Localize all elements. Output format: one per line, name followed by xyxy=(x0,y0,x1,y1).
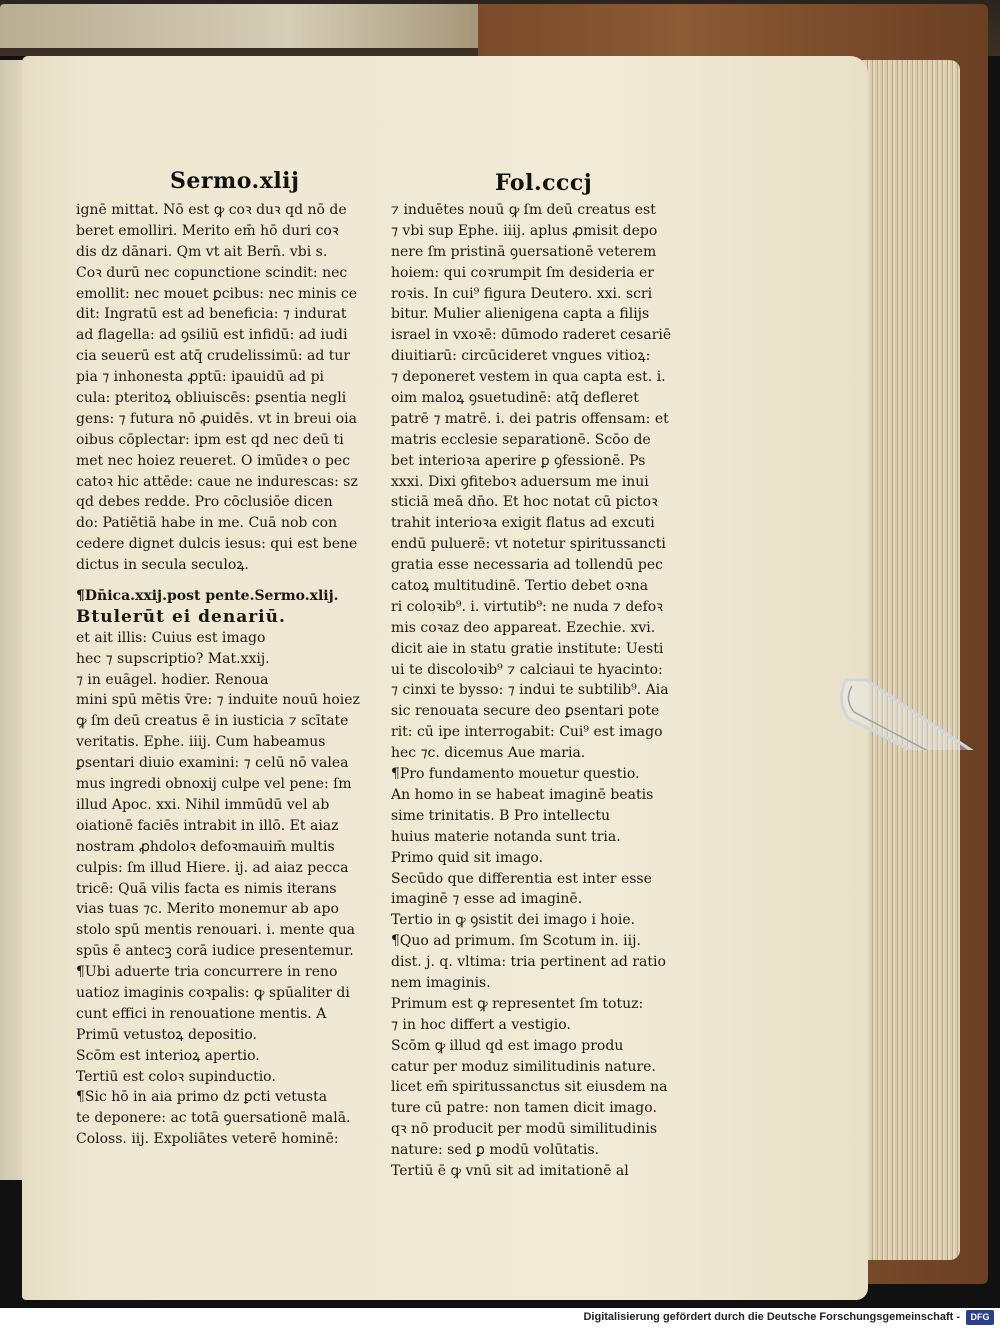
right-column-line: ¶Pro fundamento mouetur questio. xyxy=(391,766,640,783)
tweezer-holder xyxy=(836,660,1000,750)
right-column-line: sic renouata secure deo ꝑsentari pote xyxy=(391,703,660,720)
right-column-line: bet interioꝛa aperire ꝑ ꝯfessionē. Ps xyxy=(391,452,646,469)
left-column-line: ¶Sic hō in aia primo dz ꝑcti vetusta xyxy=(76,1089,328,1106)
right-column-line: catur per moduz similitudinis nature. xyxy=(391,1058,656,1075)
right-column-line: catoꝝ multitudinē. Tertio debet oꝛna xyxy=(391,578,649,595)
right-column-line: ⁊ vbi sup Ephe. iiij. aplus ꝓmisit depo xyxy=(391,222,658,239)
text-column-left xyxy=(76,200,384,1150)
left-column-line: tricē: Quā vilis facta es nimis iterans xyxy=(76,880,337,897)
left-column-line: ⁊ in euāgel. hodier. Renoua xyxy=(76,671,269,688)
right-column-line: ⁊ in hoc differt a vestigio. xyxy=(391,1016,571,1033)
right-column-line: roꝛis. In cui⁹ figura Deutero. xxi. scri xyxy=(391,285,653,302)
right-column-line: nem imaginis. xyxy=(391,974,491,991)
left-column-line: do: Patiētiā habe in me. Cuā nob con xyxy=(76,515,338,532)
left-column-line: cula: pteritoꝝ obliuiscēs: ꝑsentia negli xyxy=(76,390,347,407)
right-column-line: nature: sed ꝑ modū volūtatis. xyxy=(391,1142,600,1159)
right-column-line: ¶Quo ad primum. ſm Scotum in. iij. xyxy=(391,933,641,950)
right-column-line: nere ſm pristinā ꝯuersationē veterem xyxy=(391,243,657,260)
right-column-line: qꝛ nō producit per modū similitudinis xyxy=(391,1121,658,1138)
left-column-line: culpis: ſm illud Hiere. ij. ad aiaz pecca xyxy=(76,859,349,876)
left-column-line xyxy=(76,576,384,586)
right-column-line: licet em̄ spiritussanctus sit eiusdem na xyxy=(391,1079,668,1096)
right-column-line: ui te discoloꝛib⁹ ⁊ calciaui te hyacinto: xyxy=(391,661,663,678)
left-column-line: oibus cōplectar: ipm est qd nec deū ti xyxy=(76,431,344,448)
right-column-line: Primum est ꝙ representet ſm totuz: xyxy=(391,995,644,1012)
left-column-line: pia ⁊ inhonesta ꝓptū: ipauidū ad pi xyxy=(76,369,325,386)
left-column-line: qd debes redde. Pro cōclusiōe dicen xyxy=(76,494,333,511)
left-column-line: vias tuas ⁊c. Merito monemur ab apo xyxy=(76,901,339,918)
left-column-line: Coꝛ durū nec copunctione scindit: nec xyxy=(76,264,348,281)
footer-credit: Digitalisierung gefördert durch die Deutsche Forschungsgemeinschaft - xyxy=(583,1311,960,1323)
left-column-line: spūs ē antecꝫ corā iudice presentemur. xyxy=(76,943,354,960)
right-column-line: rit: cū ipe interrogabit: Cui⁹ est imago xyxy=(391,724,663,741)
right-column-line: Secūdo que differentia est inter esse xyxy=(391,870,652,887)
left-column-line: Btulerūt ei denariū. xyxy=(76,606,286,627)
right-column-line: Scōm ꝙ illud qd est imago produ xyxy=(391,1037,624,1054)
left-column-line: dit: Ingratū est ad beneficia: ⁊ indurat xyxy=(76,306,347,323)
right-column-line: patrē ⁊ matrē. i. dei patris offensam: et xyxy=(391,410,669,427)
right-column-line: endū puluerē: vt notetur spiritussancti xyxy=(391,536,666,553)
right-column-line: ture cū patre: non tamen dicit imago. xyxy=(391,1100,657,1117)
left-column-line: dictus in secula seculoꝝ. xyxy=(76,557,249,574)
left-column-line: ¶Dn̄ica.xxij.post pente.Sermo.xlij. xyxy=(76,588,339,605)
right-column-line: gratia esse necessaria ad tollendū pec xyxy=(391,557,663,574)
left-column-line: dis dz dānari. Qm vt ait Bern̄. vbi s. xyxy=(76,243,328,260)
right-column-line: hec ⁊c. dicemus Aue maria. xyxy=(391,745,586,762)
left-column-line: beret emolliri. Merito em̄ hō duri coꝛ xyxy=(76,222,339,239)
book-spine-top xyxy=(0,4,480,48)
left-column-line: mus ingredi obnoxij culpe vel pene: ſm xyxy=(76,776,352,793)
left-column-line: veritatis. Ephe. iiij. Cum habeamus xyxy=(76,734,326,751)
right-column-line: dist. j. q. vltima: tria pertinent ad ratio xyxy=(391,954,666,971)
left-column-line: illud Apoc. xxi. Nihil immūdū vel ab xyxy=(76,796,330,813)
left-column-line: ¶Ubi aduerte tria concurrere in reno xyxy=(76,964,338,981)
left-column-line: Primū vetustoꝝ depositio. xyxy=(76,1026,257,1043)
right-column-line: hoiem: qui coꝛrumpit ſm desideria er xyxy=(391,264,654,281)
left-column-line: te deponere: ac totā ꝯuersationē malā. xyxy=(76,1110,351,1127)
right-column-line: oim maloꝝ ꝯsuetudinē: atq̄ defleret xyxy=(391,390,639,407)
left-column-line: mini spū mētis v̄re: ⁊ induite nouū hoiez xyxy=(76,692,360,709)
right-column-line: trahit interioꝛa exigit flatus ad excuti xyxy=(391,515,655,532)
digitization-footer xyxy=(0,1308,1000,1328)
right-column-line: ⁊ deponeret vestem in qua capta est. i. xyxy=(391,369,666,386)
right-column-line: sticiā meā dn̄o. Et hoc notat cū pictoꝛ xyxy=(391,494,658,511)
right-column-line: bitur. Mulier alienigena capta a filijs xyxy=(391,306,650,323)
left-column-line: et ait illis: Cuius est imago xyxy=(76,629,266,646)
running-head-sermon: Sermo.xlij xyxy=(170,168,300,194)
text-column-right xyxy=(391,200,709,1182)
right-column-line: ri coloꝛib⁹. i. virtutib⁹: ne nuda ⁊ defoꝛ xyxy=(391,598,663,615)
right-column-line: dicit aie in statu gratie institute: Uesti xyxy=(391,640,664,657)
left-column-line: ꝑsentari diuio examini: ⁊ celū nō valea xyxy=(76,755,349,772)
left-column-line: cunt effici in renouatione mentis. A xyxy=(76,1005,327,1022)
left-column-line: hec ⁊ supscriptio? Mat.xxij. xyxy=(76,650,270,667)
left-column-line: met nec hoiez reueret. O imūdeꝛ o pec xyxy=(76,452,351,469)
left-column-line: emollit: nec mouet ꝑcibus: nec minis ce xyxy=(76,285,358,302)
right-column-line: israel in vxoꝛē: dūmodo raderet cesariē xyxy=(391,327,672,344)
right-column-line: mis coꝛaz deo appareat. Ezechie. xvi. xyxy=(391,619,656,636)
dfg-logo: DFG xyxy=(966,1310,994,1325)
left-column-line: stolo spū mentis renouari. i. mente qua xyxy=(76,922,356,939)
right-column-line: huius materie notanda sunt tria. xyxy=(391,828,621,845)
left-column-line: catoꝛ hic attēde: caue ne indurescas: sz xyxy=(76,473,358,490)
left-column-line: cia seuerū est atq̄ crudelissimū: ad tur xyxy=(76,348,351,365)
left-column-line: Coloss. iij. Expoliātes veterē hominē: xyxy=(76,1131,339,1148)
right-column-line: matris ecclesie separationē. Scōo de xyxy=(391,431,651,448)
right-column-line: ⁊ cinxi te bysso: ⁊ indui te subtilib⁹. Aia xyxy=(391,682,669,699)
right-column-line: xxxi. Dixi ꝯfiteboꝛ aduersum me inui xyxy=(391,473,649,490)
left-column-line: Tertiū est coloꝛ supinductio. xyxy=(76,1068,276,1085)
left-column-line: gens: ⁊ futura nō ꝓuidēs. vt in breui oia xyxy=(76,410,357,427)
left-column-line: oiationē faciēs intrabit in illō. Et aiaz xyxy=(76,817,339,834)
left-column-line: uatioz imaginis coꝛpalis: ꝙ spūaliter di xyxy=(76,984,350,1001)
right-column-line: imaginē ⁊ esse ad imaginē. xyxy=(391,891,583,908)
left-column-line: nostram ꝓhdoloꝛ defoꝛmauim̄ multis xyxy=(76,838,335,855)
left-column-line: cedere dignet dulcis iesus: qui est bene xyxy=(76,536,358,553)
right-column-line: diuitiarū: circūcideret vngues vitioꝝ: xyxy=(391,348,651,365)
right-column-line: An homo in se habeat imaginē beatis xyxy=(391,786,654,803)
right-column-line: ⁊ induētes nouū ꝙ ſm deū creatus est xyxy=(391,202,656,218)
right-column-line: Tertio in ꝙ ꝯsistit dei imago i hoie. xyxy=(391,912,636,929)
left-column-line: ignē mittat. Nō est ꝙ coꝛ duꝛ qd nō de xyxy=(76,202,347,218)
right-column-line: sime trinitatis. B Pro intellectu xyxy=(391,807,610,824)
left-column-line: ad flagella: ad ꝯsiliū est infidū: ad iudi xyxy=(76,327,348,344)
right-column-line: Tertiū ē ꝙ vnū sit ad imitationē al xyxy=(391,1162,629,1179)
running-head-folio: Fol.cccj xyxy=(495,170,593,196)
right-column-line: Primo quid sit imago. xyxy=(391,849,544,866)
left-column-line: Scōm est interioꝝ apertio. xyxy=(76,1047,260,1064)
left-column-line: ꝙ ſm deū creatus ē in iusticia ⁊ scītate xyxy=(76,713,349,730)
